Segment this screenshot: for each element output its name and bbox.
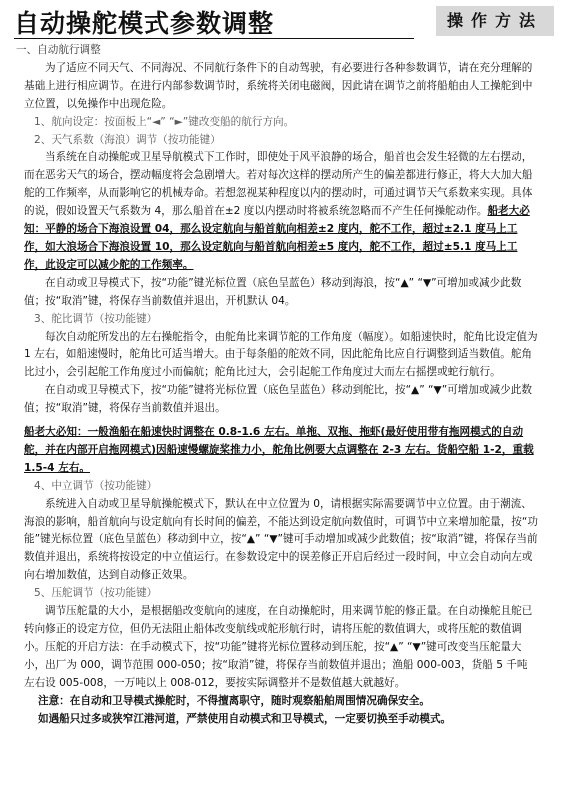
weather-paragraph	[24, 149, 538, 274]
heading-counter-rudder: 5、压舵调节（按功能键）	[34, 587, 158, 600]
weather-text: 当系统在自动操舵或卫星导航模式下工作时，即使处于风平浪静的场合，船首也会发生轻微的左右摆动，而在恶劣天气的场合，摆动幅度将会急剧增大。若对每次这样的摆动所产生的偏差都进行修正，将大大加大船舵的工作频率，从而影响它的机械寿命。若想忽视某种程度以内的摆动时，可通过调节天气系数来实现。具体的说，假如设置天气系数为 4，那么船首在±2 度以内摆动时将被系统忽略而不产生任何操舵动作。	[24, 151, 533, 218]
title-underline	[14, 38, 414, 39]
weather-operation: 在自动或卫导模式下，按“功能”键光标位置（底色呈蓝色）移动到海浪，按“▲” “▼”可增加或减少此数值；按“取消”键，将保存当前数值并退出，开机默认 04。	[24, 276, 522, 307]
heading-neutral-adjust: 4、中立调节（按功能键）	[34, 479, 158, 492]
weather-tip: 船老大必知：平静的场合下海浪设置 04，那么设定航向与船首航向相差±2 度内，舵不工作，超过±2.1 度马上工作，如大浪场合下海浪设置 10，那么设定航向与船首航向相差±5 度内，舵不工作，超过±5.1 度马上工作，此设定可以减少舵的工作频率。	[24, 205, 530, 271]
narrow-channel-note: 如遇船只过多或狭窄江港河道，严禁使用自动模式和卫导模式，一定要切换至手动模式。	[38, 712, 452, 725]
section-heading-auto-navigation: 一、自动航行调整	[16, 44, 101, 56]
document-body	[16, 42, 538, 728]
rudder-ratio-tip: 船老大必知：一般渔船在船速快时调整在 0.8-1.6 左右。单拖、双拖、拖虾(最好使用带有拖网模式的自动舵，并在内部开启拖网模式)因船速慢螺旋桨推力小，舵角比例要大点调整在 2-3 左右。货船空船 1-2，重载 1.5-4 左右。	[24, 426, 534, 474]
rudder-ratio-operation: 在自动或卫导模式下，按“功能”键将光标位置（底色呈蓝色）移动到舵比，按“▲” “▼”可增加或减少此数值；按“取消”键，将保存当前数值并退出。	[24, 384, 532, 415]
safety-note: 注意：在自动和卫导模式操舵时，不得擅离职守，随时观察船舶周围情况确保安全。	[38, 694, 430, 707]
heading-weather-coefficient: 2、天气系数（海浪）调节（按功能键）	[34, 133, 221, 146]
document-header	[14, 4, 554, 38]
page-title: 自动操舵模式参数调整	[14, 9, 275, 38]
heading-rudder-ratio: 3、舵比调节（按功能键）	[34, 312, 158, 325]
neutral-paragraph: 系统进入自动或卫星导航操舵模式下，默认在中立位置为 0，请根据实际需要调节中立位置。由于潮流、海浪的影响，船首航向与设定航向有长时间的偏差，不能达到设定航向数值时，可调节中立来增加舵量，按“功能”键光标位置（底色呈蓝色）移动到中立，按“▲” “▼”键可手动增加或减少此数值；按“取消”键，将保存当前数值并退出，系统将按设定的中立值运行。在参数设定中的误差修正开启后经过一段时间，中立会自动向左或向右增加数值，达到自动修正效果。	[24, 497, 538, 582]
counter-rudder-paragraph: 调节压舵量的大小，是根据船改变航向的速度，在自动操舵时，用来调节舵的修正量。在自动操舵且舵已转向修正的设定方位，但仍无法阻止船体改变航线或舵形航行时，请将压舵的数值调大，或将压舵的数值调小。压舵的开启方法：在手动模式下，按“功能”键将光标位置移动到压舵，按“▲” “▼”键可改变当压舵量大小，出厂为 000，调节范围 000-050；按“取消”键，将保存当前数值并退出；渔船 000-003，货船 5 千吨左右设 005-008，一万吨以上 008-012，要按实际调整并不是数值越大就越好。	[24, 605, 533, 689]
section-badge: 操作方法	[436, 6, 554, 36]
heading-course-setting: 1、航向设定：按面板上“◄” “►”键改变船的航行方向。	[34, 115, 295, 128]
intro-paragraph: 为了适应不同天气、不同海况、不同航行条件下的自动驾驶，有必要进行各种参数调节，请在充分理解的基础上进行相应调节。在进行内部参数调节时，系统将关闭电磁阀，因此请在调节之前将船舶由人工操舵到中立位置，以免操作中出现危险。	[24, 61, 533, 110]
rudder-ratio-paragraph: 每次自动舵所发出的左右操舵指令，由舵角比来调节舵的工作角度（幅度）。如船速快时，舵角比设定值为 1 左右，如船速慢时，舵角比可适当增大。由于每条船的舵效不同，因此舵角比应自行调整到适当数值。舵角比过小，会引起舵工作角度过小而偏航；舵角比过大，会引起舵工作角度过大而左右摇摆或蛇行航行。	[24, 330, 538, 379]
